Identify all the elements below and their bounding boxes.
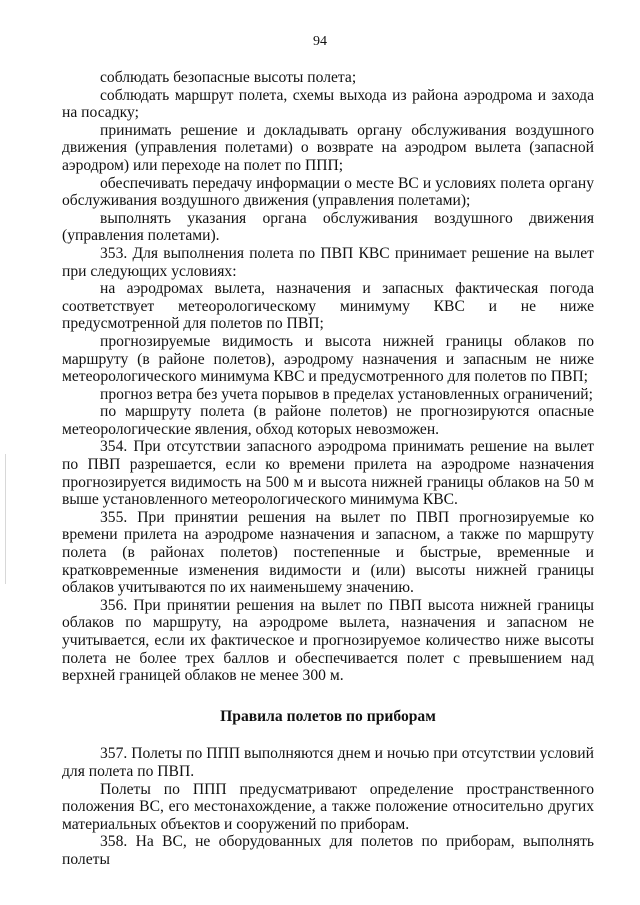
list-item: принимать решение и докладывать органу обслуживания воздушного движения (управления полетами) о возврате на аэродром вылета (запасной аэродром) или переходе на полет по ППП; [62,121,594,174]
paragraph-356: 356. При принятии решения на вылет по ПВП высота нижней границы облаков по маршруту, на аэродроме вылета, назначения и запасном не учитывается, если их фактическое и прогнозируемое количество ниже высоты полета не более трех баллов и обеспечивается полет с превышением над верхней границей облаков не менее 300 м. [62,596,594,685]
list-item: обеспечивать передачу информации о месте ВС и условиях полета органу обслуживания воздушного движения (управления полетами); [62,174,594,210]
paragraph-353: 353. Для выполнения полета по ПВП КВС принимает решение на вылет при следующих условиях: [62,244,594,280]
list-item: по маршруту полета (в районе полетов) не прогнозируются опасные метеорологические явления, обход которых невозможен. [62,403,594,438]
section-heading: Правила полетов по приборам [220,707,436,725]
scan-edge-mark [5,454,6,584]
list-item: на аэродромах вылета, назначения и запасных фактическая погода соответствует метеорологическому минимуму КВС и не ниже предусмотренной для полетов по ПВП; [62,280,594,333]
list-item: прогнозируемые видимость и высота нижней границы облаков по маршруту (в районе полетов), аэродрому назначения и запасным не ниже метеорологического минимума КВС и предусмотренного для полетов по ПВП; [62,332,594,386]
paragraph-355: 355. При принятии решения на вылет по ПВП прогнозируемые ко времени прилета на аэродроме назначения и запасном, а также по маршруту полета (в районах полетов) постепенные и быстрые, временные и кратковременные изменения видимости и (или) высоты нижней границы облаков учитываются по их наименьшему значению. [62,508,594,597]
paragraph-357: 357. Полеты по ППП выполняются днем и ночью при отсутствии условий для полета по ПВП. [62,745,594,780]
list-item: соблюдать маршрут полета, схемы выхода из района аэродрома и захода на посадку; [62,86,594,122]
paragraph-354: 354. При отсутствии запасного аэродрома принимать решение на вылет по ПВП разрешается, если ко времени прилета на аэродроме назначения прогнозируется видимость на 500 м и высота нижней границы облаков на 50 м выше установленного метеорологического минимума КВС. [62,438,594,509]
list-item: выполнять указания органа обслуживания воздушного движения (управления полетами). [62,209,594,245]
paragraph-357-continued: Полеты по ППП предусматривают определение пространственного положения ВС, его местонахождение, а также положение относительно других материальных объектов и сооружений по приборам. [62,780,594,833]
document-body [62,69,594,869]
list-item: прогноз ветра без учета порывов в пределах установленных ограничений; [100,385,593,403]
list-item: соблюдать безопасные высоты полета; [100,69,357,86]
page-number: 94 [313,34,327,49]
paragraph-358: 358. На ВС, не оборудованных для полетов по приборам, выполнять полеты [62,833,594,868]
